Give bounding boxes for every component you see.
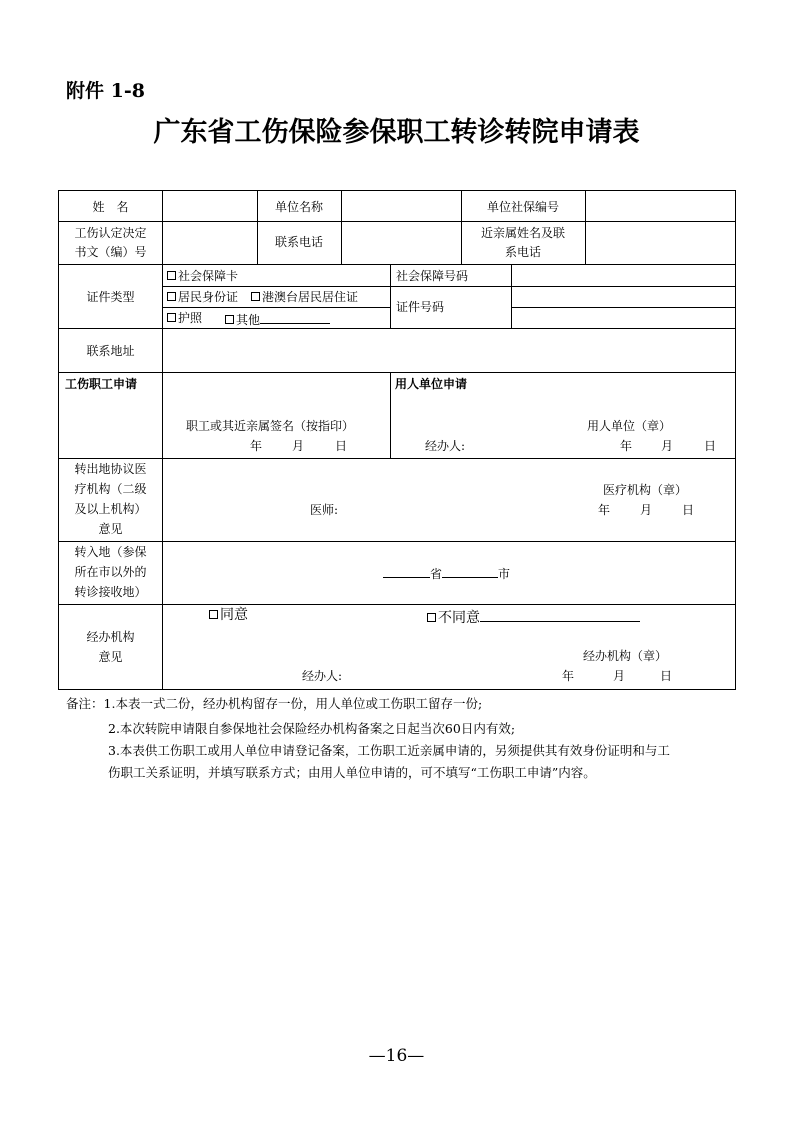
agency-day: 日 [660,669,673,683]
id-no-label: 证件号码 [396,300,445,314]
employer-year: 年 [620,439,633,453]
agency-month: 月 [613,669,626,683]
employer-seal-label: 用人单位（章） [587,419,672,433]
note-3a: 3.本表供工伤职工或用人单位申请登记备案，工伤职工近亲属申请的，另须提供其有效身份证明和与工 [108,743,670,758]
medical-day: 日 [682,503,695,517]
passport-option[interactable] [167,310,202,326]
col-line [585,191,586,264]
medical-year: 年 [598,503,611,517]
worker-month: 月 [292,439,305,453]
relative-label-1: 近亲属姓名及联 [480,226,565,240]
agree-option[interactable] [209,607,248,623]
checkbox-icon [167,271,176,280]
note-1-text: 1.本表一式二份，经办机构留存一份，用人单位或工伤职工留存一份; [103,696,483,711]
row-line [59,264,735,265]
social-card-text: 社会保障卡 [178,269,239,283]
worker-day: 日 [335,439,348,453]
note-1 [66,696,482,712]
agency-seal-label: 经办机构（章） [583,649,668,663]
transfer-in-label-3: 转诊接收地） [74,585,147,599]
medical-month: 月 [640,503,653,517]
city-blank[interactable] [442,564,498,578]
form-title: 广东省工伤保险参保职工转诊转院申请表 [153,117,640,148]
col-line [341,191,342,264]
disagree-text: 不同意 [438,610,480,626]
col-line [390,372,391,458]
city-text: 市 [498,567,511,581]
checkbox-icon [427,613,436,622]
row-line [59,541,735,542]
transfer-in-label-1: 转入地（参保 [74,545,147,559]
row-line [162,286,735,287]
checkbox-icon [225,315,234,324]
transfer-out-label-2: 疗机构（二级 [74,482,147,496]
col-line [511,264,512,328]
relative-label-2: 系电话 [504,245,541,259]
worker-apply-title: 工伤职工申请 [65,377,138,391]
address-label: 联系地址 [86,344,135,358]
employer-apply-title: 用人单位申请 [395,377,468,391]
ss-no-label: 社会保障号码 [396,269,469,283]
worker-signature-label: 职工或其近亲属签名（按指印） [186,419,355,433]
transfer-out-label-4: 意见 [98,522,123,536]
employer-month: 月 [661,439,674,453]
disagree-option[interactable] [427,607,640,626]
row-line [59,328,735,329]
decision-doc-label-1: 工伤认定决定 [74,226,147,240]
hk-macau-tw-text: 港澳台居民居住证 [262,290,359,304]
agency-label-2: 意见 [98,650,123,664]
row-line [59,458,735,459]
transfer-out-label-1: 转出地协议医 [74,462,147,476]
resident-id-option[interactable] [167,289,238,305]
unit-name-label: 单位名称 [274,200,323,214]
doctor-label: 医师: [310,503,339,517]
employer-day: 日 [704,439,717,453]
employer-handler-label: 经办人: [425,439,466,453]
other-blank[interactable] [260,310,330,324]
row-line [162,307,390,308]
province-city-line [383,564,510,582]
application-form [58,190,736,690]
checkbox-icon [209,610,218,619]
checkbox-icon [167,313,176,322]
attachment-label: 附件 1-8 [66,80,145,102]
col-line [390,264,391,328]
transfer-in-label-2: 所在市以外的 [74,565,147,579]
unit-ss-no-label: 单位社保编号 [486,200,559,214]
row-line [59,221,735,222]
medical-seal-label: 医疗机构（章） [603,483,688,497]
phone-label: 联系电话 [274,235,323,249]
passport-text: 护照 [178,311,203,325]
note-3b: 伤职工关系证明，并填写联系方式；由用人单位申请的，可不填写“工伤职工申请”内容。 [108,765,596,780]
row-line [511,307,735,308]
note-2: 2.本次转院申请限自参保地社会保险经办机构备案之日起当次60日内有效; [108,721,516,736]
province-text: 省 [430,567,443,581]
province-blank[interactable] [383,564,430,578]
checkbox-icon [167,292,176,301]
agree-text: 同意 [220,607,248,623]
agency-year: 年 [562,669,575,683]
resident-id-text: 居民身份证 [178,290,239,304]
row-line [59,372,735,373]
disagree-reason-blank[interactable] [480,607,640,622]
worker-year: 年 [250,439,263,453]
hk-macau-tw-option[interactable] [251,289,358,305]
decision-doc-label-2: 书文（编）号 [74,245,147,259]
agency-handler-label: 经办人: [302,669,343,683]
col-line [162,191,163,689]
note-prefix: 备注： [66,696,104,711]
social-card-option[interactable] [167,268,238,284]
other-text: 其他 [236,313,261,327]
other-option[interactable] [225,310,330,328]
checkbox-icon [251,292,260,301]
id-type-label: 证件类型 [86,290,135,304]
agency-label-1: 经办机构 [86,630,135,644]
row-line [59,604,735,605]
name-label: 姓 名 [92,200,129,214]
transfer-out-label-3: 及以上机构） [74,502,147,516]
page-number: —16— [368,1046,425,1066]
